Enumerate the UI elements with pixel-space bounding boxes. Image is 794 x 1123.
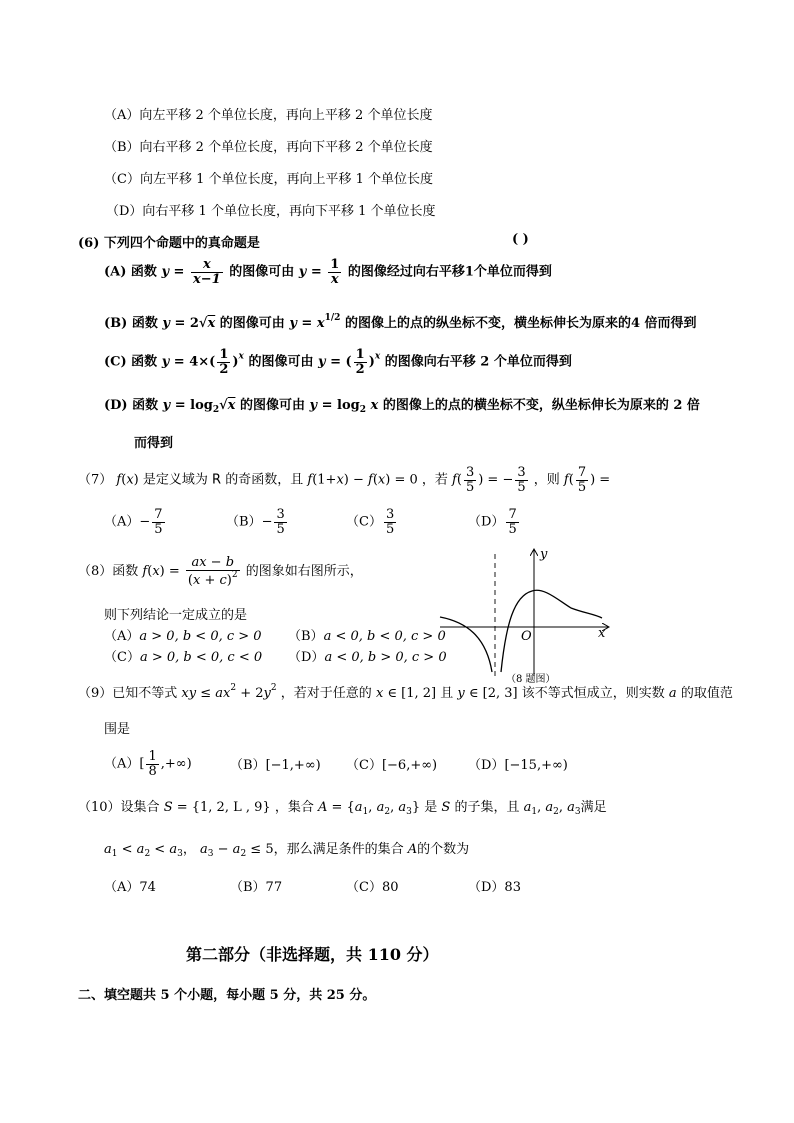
q7-stem: （7） f(x) 是定义域为 R 的奇函数，且 f(1+x) − f(x) = 0 ，若 f( $\frac{3}{5}$ ) = − $\frac{3}{5}$ ，则 f( $\frac{7}{5}$ ) = bbox=[78, 465, 611, 495]
origin-label: O bbox=[521, 629, 532, 644]
q9-option-d: （D）[−15,+∞) bbox=[468, 758, 568, 773]
q7-option-b: （B）− $\frac{3}{5}$ bbox=[226, 507, 285, 537]
q9-option-b: （B）[−1,+∞) bbox=[230, 758, 321, 773]
q9-stem: （9）已知不等式 xy ≤ $ax^2 + 2y^2$ ，若对于任意的 x ∈ [1, 2] 且 y ∈ [2, 3] 该不等式恒成立，则实数 a 的取值范 bbox=[78, 683, 733, 701]
q8-line2: 则下列结论一定成立的是 bbox=[104, 608, 248, 623]
q7-option-d: （D） $\frac{7}{5}$ bbox=[468, 507, 517, 537]
q7-option-c: （C） $\frac{3}{5}$ bbox=[346, 507, 395, 537]
q7-option-a: （A）− $\frac{7}{5}$ bbox=[104, 507, 163, 537]
figure-caption: （8 题图） bbox=[506, 674, 556, 684]
q8-stem: （8）函数 f(x) = $\frac{ax - b}{(x + c)^2}$ 的图象如右图所示， bbox=[78, 555, 363, 588]
q8-function-graph bbox=[436, 544, 616, 684]
q6-option-d: (D) 函数 $y = \log_2√x$ 的图像可由 $y = \log_2 x$ 的图像上的点的横坐标不变，纵坐标伸长为原来的 2 倍 bbox=[104, 398, 700, 415]
part2-title: 第二部分（非选择题，共 110 分） bbox=[186, 945, 439, 964]
q8-option-c: （C）a > 0, b < 0, c < 0 bbox=[104, 650, 263, 665]
q6-stem: (6) 下列四个命题中的真命题是 bbox=[78, 236, 260, 251]
q6-option-c: (C) 函数 y = 4×( $\frac{1}{2}$ )$^x$ 的图像可由 y = ( $\frac{1}{2}$ )$^x$ 的图像向右平移 2 个单位而得到 bbox=[104, 347, 572, 377]
q8-option-b: （B）a < 0, b < 0, c > 0 bbox=[288, 629, 446, 644]
q9-line2: 围是 bbox=[104, 722, 131, 737]
q5-option-a: （A）向左平移 2 个单位长度，再向上平移 2 个单位长度 bbox=[104, 108, 433, 123]
q10-option-a: （A）74 bbox=[104, 880, 156, 895]
q10-option-d: （D）83 bbox=[468, 880, 521, 895]
y-axis-label: y bbox=[540, 547, 548, 562]
left-branch bbox=[440, 617, 492, 672]
q9-option-a: （A）[ $\frac{1}{8}$ ,+∞) bbox=[104, 749, 192, 779]
q10-option-b: （B）77 bbox=[230, 880, 283, 895]
q10-line2: $a_1 < a_2 < a_3$， $a_3 - a_2 \le 5$，那么满足条件的集合 A的个数为 bbox=[104, 842, 470, 859]
x-axis-label: x bbox=[598, 626, 606, 641]
right-branch bbox=[501, 590, 602, 672]
q6-option-a: (A) 函数 y = $\frac{x}{x-1}$ 的图像可由 y = $\frac{1}{x}$ 的图像经过向右平移1个单位而得到 bbox=[104, 257, 552, 287]
q8-option-a: （A）a > 0, b < 0, c > 0 bbox=[104, 629, 262, 644]
q5-option-b: （B）向右平移 2 个单位长度，再向下平移 2 个单位长度 bbox=[104, 140, 433, 155]
q8-option-d: （D）a < 0, b > 0, c > 0 bbox=[288, 650, 447, 665]
q6-option-b: (B) 函数 y = 2√x 的图像可由 $y = x^{1/2}$ 的图像上的点的纵坐标不变，横坐标伸长为原来的4 倍而得到 bbox=[104, 313, 697, 331]
q6-option-d-cont: 而得到 bbox=[134, 436, 174, 451]
q5-option-d: （D）向右平移 1 个单位长度，再向下平移 1 个单位长度 bbox=[106, 204, 436, 219]
q9-option-c: （C）[−6,+∞) bbox=[346, 758, 438, 773]
q6-answer-bracket: ( ) bbox=[512, 232, 529, 247]
section-heading: 二、填空题共 5 个小题，每小题 5 分，共 25 分。 bbox=[78, 988, 376, 1003]
q10-option-c: （C）80 bbox=[346, 880, 399, 895]
q5-option-c: （C）向左平移 1 个单位长度，再向上平移 1 个单位长度 bbox=[104, 172, 434, 187]
q10-stem: （10）设集合 S = {1, 2, L , 9} ，集合 $A = \{a_1$, $a_2$, $a_3$} 是 S 的子集，且 $a_1$, $a_2$, $a_3$满足 bbox=[78, 800, 607, 817]
